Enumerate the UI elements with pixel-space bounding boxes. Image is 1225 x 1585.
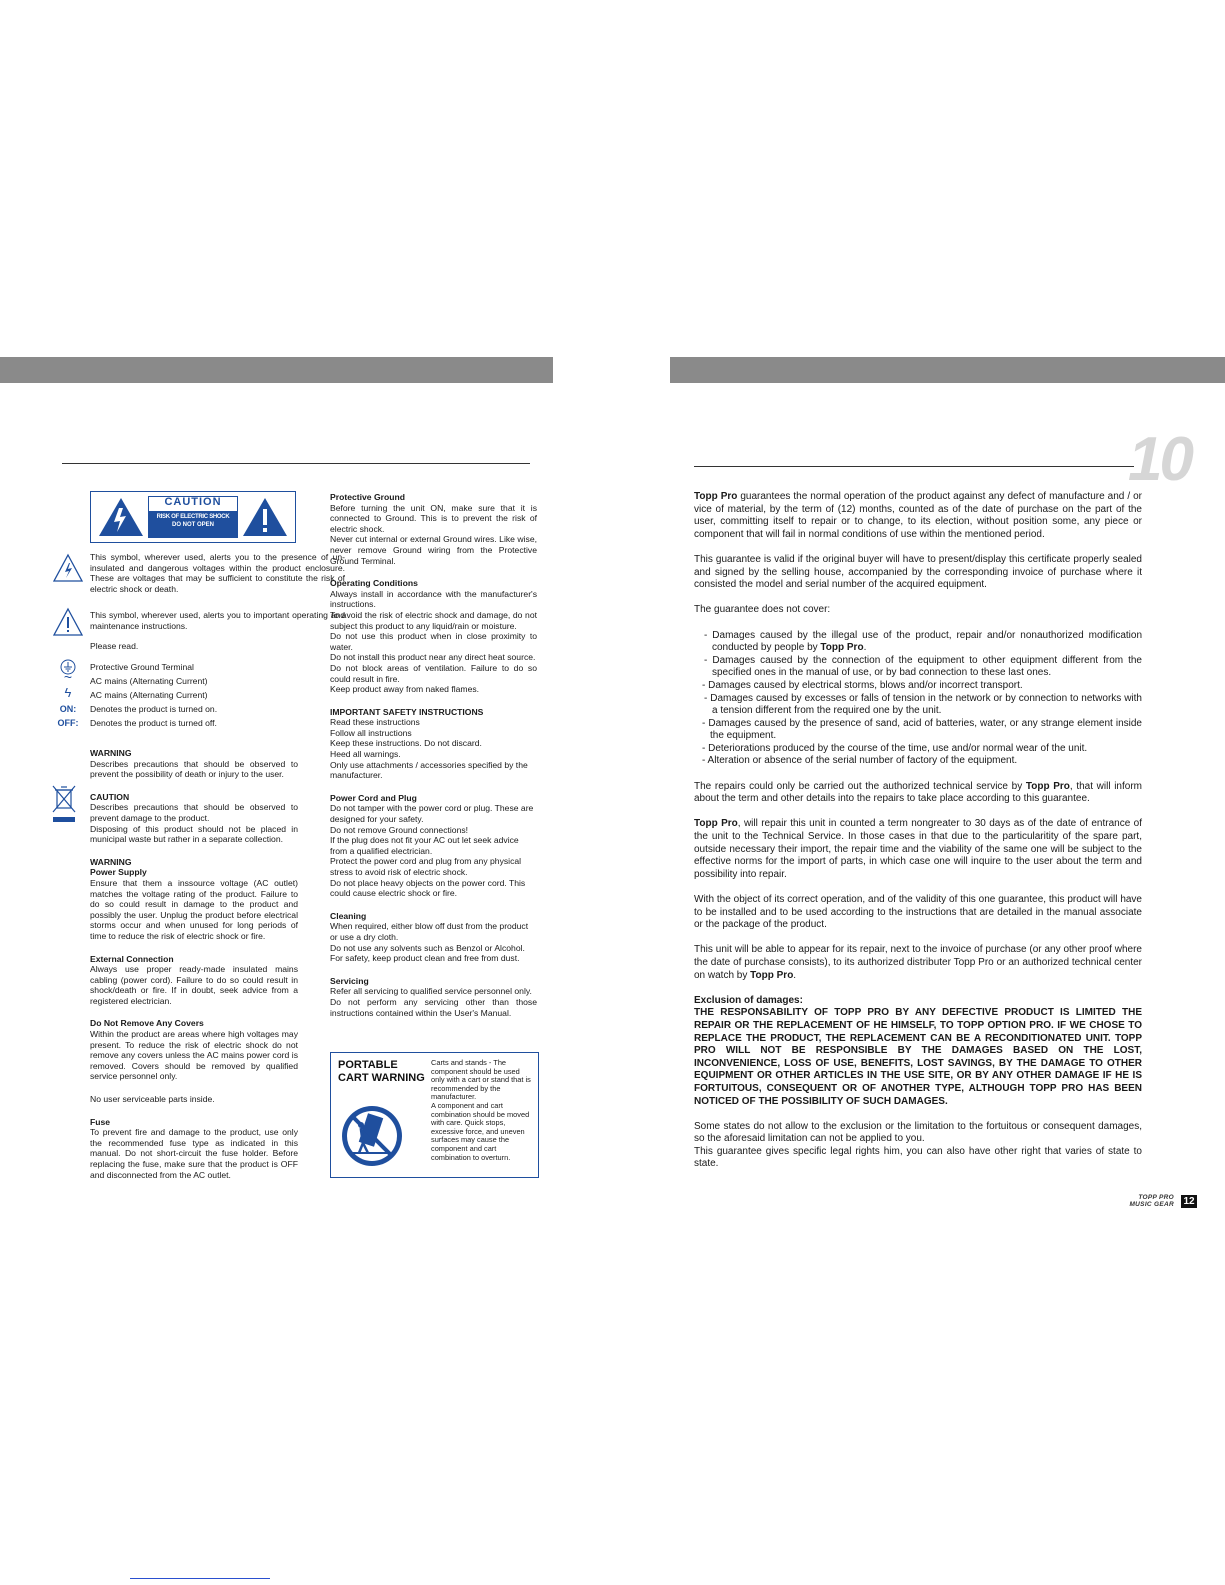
footer-link-underline: [130, 1578, 270, 1579]
symbol-row: ON: Denotes the product is turned on.: [48, 704, 348, 716]
caution-label-title: CAUTION: [164, 496, 222, 508]
symbol-row: ~ AC mains (Alternating Current): [48, 676, 348, 688]
servicing-block: Servicing Refer all servicing to qualified service personnel only. Do not perform any servicing other than those instructions contained within the User's Manual.: [330, 975, 537, 1018]
cart-tipover-icon: [339, 1103, 405, 1174]
guarantee-intro: Topp Pro guarantees the normal operation of the product against any defect of manufacture and / or vice of material, by the term of (12) months, counted as of the date of purchase on the part of the user, committing itself to repair or to change, to its election, without position some, any piece or component that will fail in normal conditions of use within the mentioned period.: [694, 491, 1142, 540]
states-paragraph: Some states do not allow to the exclusion or the limitation to the fortuitous or consequent damages, so the aforesaid limitation can not be applied to you. This guarantee gives specific legal rights him, you can also have other right that varies of state to state.: [694, 1120, 1142, 1170]
safety-instructions-block: IMPORTANT SAFETY INSTRUCTIONS Read these instructions Follow all instructions Keep these instructions. Do not discard. Heed all warnings. Only use attachments / accessories specified by the manufacturer.: [330, 706, 528, 781]
cleaning-block: Cleaning When required, either blow off dust from the product or use a dry cloth. Do not use any solvents such as Benzol or Alcohol. For safety, keep product clean and free from dust.: [330, 910, 529, 964]
fuse-block: Fuse To prevent fire and damage to the product, use only the recommended fuse type as indicated in this manual. Do not short-circuit the fuse holder. Before replacing the fuse, make sure that the product is OFF and disconnected from the AC outlet.: [90, 1116, 298, 1180]
not-covered-list: [694, 630, 1142, 769]
no-parts-block: No user serviceable parts inside.: [90, 1094, 215, 1105]
section-number: 10: [1128, 425, 1191, 494]
cart-warning-box: [330, 1052, 539, 1178]
list-item: - Alteration or absence of the serial number of factory of the equipment.: [702, 755, 1018, 767]
left-title-rule: [62, 463, 530, 464]
power-cord-block: Power Cord and Plug Do not tamper with the power cord or plug. These are designed for your safety. Do not remove Ground connections! If the plug does not fit your AC out let seek advice from a qualified electrician. Protect the power cord and plug from any physical stress to avoid risk of electric shock. Do not place heavy objects on the power cord. This could cause electric shock or fire.: [330, 792, 534, 899]
footer-brand: TOPP PRO MUSIC GEAR: [1129, 1194, 1174, 1208]
ac-mains-icon: ~: [63, 669, 73, 685]
off-label: OFF:: [57, 718, 79, 728]
caution-label-line1: RISK OF ELECTRIC SHOCK: [156, 514, 230, 520]
caution-block: CAUTION Describes precautions that should be observed to prevent damage to the product. Disposing of this product should not be placed in municipal waste but rather in a separate collection.: [90, 791, 298, 845]
repairs-paragraph: The repairs could only be carried out the authorized technical service by Topp Pro, that will inform about the term and other details into the repairs to take place according to this guarantee.: [694, 780, 1142, 805]
left-column-1: [90, 748, 298, 1180]
page-number: 12: [1181, 1195, 1197, 1208]
power-supply-block: WARNING Power Supply Ensure that them a inssource voltage (AC outlet) matches the voltage rating of the product. Failure to do so could result in damage to the product and possibly the user. Unplug the product before electrical storms occur and when unused for long periods of time to reduce the risk of electric shock or fire.: [90, 856, 298, 941]
covers-block: Do Not Remove Any Covers Within the product are areas where high voltages may present. To reduce the risk of electric shock do not remove any covers unless the AC mains power cord is removed. Covers should be removed by qualified service personnel only.: [90, 1018, 298, 1082]
symbol-row: ϟ AC mains (Alternating Current): [48, 690, 348, 702]
not-covered-heading: The guarantee does not cover:: [694, 604, 831, 616]
list-item: - Deteriorations produced by the course of the time, use and/or normal wear of the unit.: [702, 742, 1088, 754]
symbol-row: Please read.: [90, 641, 139, 651]
cart-warning-title: PORTABLE CART WARNING: [338, 1059, 425, 1084]
caution-label-line2: DO NOT OPEN: [171, 522, 214, 528]
list-item: - Damages caused by the connection of the equipment to other equipment different from the specified ones in the manual of use, or by bad connection to these last ones.: [704, 654, 1142, 679]
exclusion-paragraph: Exclusion of damages: THE RESPONSABILITY OF TOPP PRO BY ANY DEFECTIVE PRODUCT IS LIMITED THE REPAIR OR THE REPLACEMENT OF HE HIMSELF, TO TOPP OPTION PRO. IF WE CHOSE TO REPLACE THE PRODUCT, THE REPLACEMENT CAN BE A RECONDITIONATED UNIT. TOPP PRO WILL NOT BE RESPONSIBLE BY THE DAMAGES BASED ON THE LOST, INCONVENIENCE, LOSS OF USE, BENEFITS, LOST SAVINGS, BY THE DAMAGE TO OTHER EQUIPMENT OR OTHER ARTICLES IN THE USE SITE, OR BY ANY OTHER DAMAGE IF HE IS FORTUITOUS, CONSEQUENT OR OF ANOTHER TYPE, ALTHOUGH TOPP PRO HAS BEEN NOTICED OF THE POSSIBILITY OF SUCH DAMAGES.: [694, 994, 1142, 1107]
hazardous-live-icon: ϟ: [64, 685, 72, 700]
lightning-triangle-icon: [48, 552, 88, 587]
guarantee-validity: This guarantee is valid if the original buyer will have to present/display this certificate properly sealed and signed by the selling house, accompanied by the corresponding invoice of purchase where it consisted the model and serial number of the acquired equipment.: [694, 553, 1142, 591]
right-title-rule: [694, 466, 1134, 467]
left-header-band: [0, 357, 553, 383]
symbol-row: This symbol, wherever used, alerts you to the presence of un-insulated and dangerous voltages within the product enclosure. These are voltages that may be sufficient to constitute the risk of electric shock or death.: [48, 552, 348, 602]
warning-block: WARNING Describes precautions that should be observed to prevent the possibility of death or injury to the user.: [90, 748, 298, 780]
right-header-band: [670, 357, 1225, 383]
repair-term-paragraph: Topp Pro, will repair this unit in counted a term nongreater to 30 days as of the date of entrance of the unit to the Technical Service. In those cases in that due to the particularitity of the spare part, outside necessary their import, the repair time and the viability of the same one will be subject to the effective norms for the import of parts, in which case one will inquire to the user about the term and possibility into repair.: [694, 818, 1143, 880]
list-item: - Damages caused by the presence of sand, acid of batteries, water, or any strange element inside the equipment.: [702, 717, 1142, 742]
caution-label: [90, 491, 296, 543]
left-column-2: [330, 492, 537, 1018]
symbols-list: [48, 552, 348, 742]
cart-warning-text: Carts and stands - The component should be used only with a cart or stand that is recommended by the manufacturer. A component and cart combination should be moved with care. Quick stops, excessive force, and uneven surfaces may cause the component and cart combination to overturn.: [431, 1058, 531, 1162]
weee-bin-icon: [50, 784, 78, 831]
list-item: - Damages caused by electrical storms, blows and/or incorrect transport.: [702, 679, 1023, 691]
protective-ground-block: Protective Ground Before turning the unit ON, make sure that it is connected to Ground. This is to prevent the risk of electric shock. Never cut internal or external Ground wires. Like wise, never remove Ground wiring from the Protective Ground Terminal.: [330, 492, 537, 566]
list-item: - Damages caused by the illegal use of the product, repair and/or nonauthorized modification conducted by people by Topp Pro.: [704, 629, 1142, 654]
symbol-row: This symbol, wherever used, alerts you to important operating and maintenance instructions.: [48, 610, 348, 634]
symbol-row: OFF: Denotes the product is turned off.: [48, 718, 348, 730]
external-connection-block: External Connection Always use proper ready-made insulated mains cabling (power cord). Failure to do so could result in shock/death or fire. If in doubt, seek advice from a registered electrician.: [90, 953, 298, 1006]
operating-conditions-block: Operating Conditions Always install in accordance with the manufacturer's instructions. To avoid the risk of electric shock and damage, do not subject this product to any liquid/rain or moisture. Do not use this product when in close proximity to water. Do not install this product near any direct heat source. Do not block areas of ventilation. Failure to do so could result in fire. Keep product away from naked flames.: [330, 578, 537, 695]
installation-paragraph: With the object of its correct operation, and of the validity of this one guarantee, this product will have to be installed and to be used according to the instructions that are detailed in the manual associate or the package of the product.: [694, 894, 1142, 931]
repair-appearance-paragraph: This unit will be able to appear for its repair, next to the invoice of purchase (or any other proof where the date of purchase consists), to its authorized distributer Topp Pro or an authorized technical center on watch by Topp Pro.: [694, 944, 1142, 981]
list-item: - Damages caused by excesses or falls of tension in the network or by connection to networks with a tension different from the required one by the unit.: [704, 692, 1142, 717]
symbol-row: Protective Ground Terminal: [48, 662, 348, 674]
exclamation-triangle-icon: [48, 606, 88, 641]
guarantee-text: [694, 491, 1142, 1171]
on-label: ON:: [59, 704, 77, 714]
